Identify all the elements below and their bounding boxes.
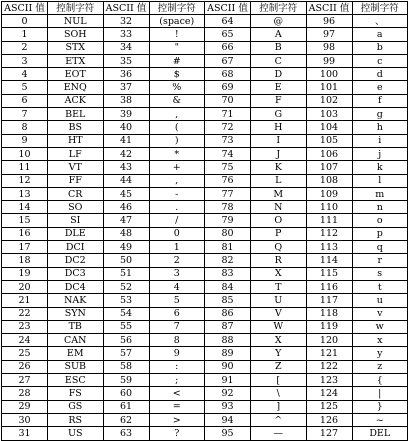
ascii-code-cell: 98 [306,41,352,54]
ascii-code-cell: 60 [103,387,149,400]
control-char-cell: SI [48,214,104,227]
control-char-cell: V [251,307,307,320]
control-char-cell: z [352,360,408,373]
control-char-cell: J [251,147,307,160]
ascii-code-cell: 87 [205,320,251,333]
control-char-cell: ESC [48,374,104,387]
control-char-cell: LF [48,147,104,160]
ascii-code-cell: 79 [205,214,251,227]
ascii-code-cell: 47 [103,214,149,227]
ascii-code-cell: 24 [2,334,48,347]
control-char-cell: A [251,28,307,41]
ascii-code-cell: 78 [205,201,251,214]
ascii-code-cell: 4 [2,68,48,81]
control-char-cell: ? [149,427,205,440]
control-char-cell: Z [251,360,307,373]
ascii-code-cell: 38 [103,94,149,107]
table-row [2,54,408,67]
control-char-cell: Y [251,347,307,360]
control-char-cell: SO [48,201,104,214]
column-header: 控制字符 [48,2,104,15]
ascii-code-cell: 8 [2,121,48,134]
control-char-cell: H [251,121,307,134]
control-char-cell: GS [48,400,104,413]
ascii-code-cell: 42 [103,147,149,160]
ascii-code-cell: 36 [103,68,149,81]
ascii-code-cell: 82 [205,254,251,267]
control-char-cell: US [48,427,104,440]
ascii-code-cell: 122 [306,360,352,373]
control-char-cell: HT [48,134,104,147]
control-char-cell: SOH [48,28,104,41]
control-char-cell: FF [48,174,104,187]
control-char-cell: n [352,201,408,214]
control-char-cell: 5 [149,294,205,307]
control-char-cell: BEL [48,108,104,121]
ascii-code-cell: 10 [2,147,48,160]
control-char-cell: ACK [48,94,104,107]
ascii-code-cell: 113 [306,241,352,254]
control-char-cell: 8 [149,334,205,347]
ascii-code-cell: 51 [103,267,149,280]
ascii-code-cell: 56 [103,334,149,347]
control-char-cell: NUL [48,15,104,28]
control-char-cell: a [352,28,408,41]
ascii-code-cell: 55 [103,320,149,333]
control-char-cell: BS [48,121,104,134]
table-row [2,227,408,240]
column-header: ASCII 值 [2,2,48,15]
control-char-cell: c [352,54,408,67]
control-char-cell: X [251,334,307,347]
ascii-code-cell: 3 [2,54,48,67]
ascii-code-cell: 35 [103,54,149,67]
control-char-cell: > [149,413,205,426]
ascii-code-cell: 93 [205,400,251,413]
control-char-cell: d [352,68,408,81]
control-char-cell: 、 [352,15,408,28]
ascii-code-cell: 105 [306,134,352,147]
table-row [2,374,408,387]
ascii-code-cell: 21 [2,294,48,307]
control-char-cell: U [251,294,307,307]
control-char-cell: (space) [149,15,205,28]
ascii-code-cell: 63 [103,427,149,440]
control-char-cell: ~ [352,413,408,426]
control-char-cell: FS [48,387,104,400]
control-char-cell: G [251,108,307,121]
table-row [2,347,408,360]
ascii-code-cell: 90 [205,360,251,373]
control-char-cell: — [251,427,307,440]
table-row [2,68,408,81]
ascii-code-cell: 34 [103,41,149,54]
table-row [2,41,408,54]
table-row [2,307,408,320]
ascii-code-cell: 69 [205,81,251,94]
control-char-cell: 4 [149,280,205,293]
column-header: ASCII 值 [306,2,352,15]
control-char-cell: k [352,161,408,174]
ascii-code-cell: 67 [205,54,251,67]
ascii-code-cell: 54 [103,307,149,320]
control-char-cell: % [149,81,205,94]
column-header: ASCII 值 [205,2,251,15]
control-char-cell: K [251,161,307,174]
control-char-cell: m [352,187,408,200]
table-row [2,214,408,227]
ascii-code-cell: 40 [103,121,149,134]
control-char-cell: p [352,227,408,240]
ascii-code-cell: 26 [2,360,48,373]
ascii-code-cell: 100 [306,68,352,81]
ascii-code-cell: 64 [205,15,251,28]
ascii-code-cell: 75 [205,161,251,174]
ascii-code-cell: 6 [2,94,48,107]
ascii-code-cell: 41 [103,134,149,147]
ascii-code-cell: 72 [205,121,251,134]
table-row [2,427,408,440]
ascii-code-cell: 62 [103,413,149,426]
control-char-cell: ( [149,121,205,134]
ascii-code-cell: 110 [306,201,352,214]
ascii-code-cell: 7 [2,108,48,121]
table-row [2,187,408,200]
ascii-code-cell: 11 [2,161,48,174]
ascii-code-cell: 74 [205,147,251,160]
table-row [2,94,408,107]
control-char-cell: 9 [149,347,205,360]
control-char-cell: CR [48,187,104,200]
ascii-code-cell: 49 [103,241,149,254]
table-row [2,161,408,174]
control-char-cell: ! [149,28,205,41]
control-char-cell: 7 [149,320,205,333]
control-char-cell: \ [251,387,307,400]
ascii-code-cell: 28 [2,387,48,400]
control-char-cell: C [251,54,307,67]
control-char-cell: E [251,81,307,94]
control-char-cell: q [352,241,408,254]
control-char-cell: SUB [48,360,104,373]
control-char-cell: O [251,214,307,227]
ascii-code-cell: 125 [306,400,352,413]
ascii-code-cell: 70 [205,94,251,107]
column-header: 控制字符 [251,2,307,15]
ascii-code-cell: 53 [103,294,149,307]
ascii-code-cell: 118 [306,307,352,320]
ascii-code-cell: 91 [205,374,251,387]
ascii-code-cell: 61 [103,400,149,413]
control-char-cell: [ [251,374,307,387]
control-char-cell: ENQ [48,81,104,94]
table-row [2,294,408,307]
control-char-cell: TB [48,320,104,333]
table-row [2,413,408,426]
control-char-cell: DEL [352,427,408,440]
ascii-code-cell: 97 [306,28,352,41]
ascii-code-cell: 108 [306,174,352,187]
control-char-cell: ETX [48,54,104,67]
table-row [2,134,408,147]
control-char-cell: D [251,68,307,81]
ascii-code-cell: 18 [2,254,48,267]
ascii-code-cell: 27 [2,374,48,387]
control-char-cell: RS [48,413,104,426]
ascii-code-cell: 88 [205,334,251,347]
table-row [2,254,408,267]
ascii-code-cell: 92 [205,387,251,400]
control-char-cell: L [251,174,307,187]
ascii-code-cell: 32 [103,15,149,28]
control-char-cell: . [149,201,205,214]
control-char-cell: = [149,400,205,413]
ascii-code-cell: 120 [306,334,352,347]
control-char-cell: 1 [149,241,205,254]
control-char-cell: ^ [251,413,307,426]
control-char-cell: DC3 [48,267,104,280]
control-char-cell: j [352,147,408,160]
table-row [2,360,408,373]
table-body [2,15,408,441]
control-char-cell: I [251,134,307,147]
control-char-cell: 3 [149,267,205,280]
table-row [2,81,408,94]
control-char-cell: ; [149,374,205,387]
control-char-cell: , [149,174,205,187]
control-char-cell: NAK [48,294,104,307]
ascii-code-cell: 77 [205,187,251,200]
control-char-cell: < [149,387,205,400]
ascii-code-cell: 124 [306,387,352,400]
control-char-cell: y [352,347,408,360]
ascii-code-cell: 14 [2,201,48,214]
ascii-code-cell: 119 [306,320,352,333]
table-row [2,121,408,134]
ascii-code-cell: 85 [205,294,251,307]
control-char-cell: 6 [149,307,205,320]
control-char-cell: f [352,94,408,107]
ascii-code-cell: 121 [306,347,352,360]
table-row [2,267,408,280]
ascii-code-cell: 46 [103,201,149,214]
ascii-code-cell: 80 [205,227,251,240]
ascii-code-cell: 86 [205,307,251,320]
ascii-code-cell: 66 [205,41,251,54]
ascii-code-cell: 95 [205,427,251,440]
table-row [2,147,408,160]
table-row [2,400,408,413]
ascii-code-cell: 29 [2,400,48,413]
control-char-cell: v [352,307,408,320]
control-char-cell: - [149,187,205,200]
ascii-code-cell: 65 [205,28,251,41]
control-char-cell: { [352,374,408,387]
control-char-cell: | [352,387,408,400]
column-header: 控制字符 [352,2,408,15]
ascii-code-cell: 96 [306,15,352,28]
ascii-code-cell: 39 [103,108,149,121]
ascii-code-cell: 109 [306,187,352,200]
column-header: 控制字符 [149,2,205,15]
control-char-cell: b [352,41,408,54]
ascii-code-cell: 73 [205,134,251,147]
control-char-cell: g [352,108,408,121]
control-char-cell: EM [48,347,104,360]
control-char-cell: s [352,267,408,280]
ascii-code-cell: 15 [2,214,48,227]
table-row [2,174,408,187]
control-char-cell: 2 [149,254,205,267]
control-char-cell: VT [48,161,104,174]
column-header: ASCII 值 [103,2,149,15]
ascii-table [1,1,408,441]
table-header-row [2,2,408,15]
ascii-code-cell: 2 [2,41,48,54]
ascii-code-cell: 22 [2,307,48,320]
ascii-code-cell: 57 [103,347,149,360]
ascii-code-cell: 5 [2,81,48,94]
control-char-cell: X [251,267,307,280]
ascii-code-cell: 33 [103,28,149,41]
ascii-code-cell: 94 [205,413,251,426]
ascii-code-cell: 76 [205,174,251,187]
control-char-cell: ] [251,400,307,413]
control-char-cell: / [149,214,205,227]
control-char-cell: P [251,227,307,240]
ascii-code-cell: 48 [103,227,149,240]
table-row [2,280,408,293]
ascii-code-cell: 59 [103,374,149,387]
ascii-code-cell: 25 [2,347,48,360]
ascii-code-cell: 13 [2,187,48,200]
ascii-code-cell: 37 [103,81,149,94]
control-char-cell: t [352,280,408,293]
table-row [2,108,408,121]
control-char-cell: } [352,400,408,413]
table-row [2,334,408,347]
control-char-cell: u [352,294,408,307]
ascii-code-cell: 19 [2,267,48,280]
control-char-cell: , [149,108,205,121]
control-char-cell: # [149,54,205,67]
ascii-code-cell: 45 [103,187,149,200]
table-row [2,241,408,254]
control-char-cell: DC4 [48,280,104,293]
ascii-code-cell: 81 [205,241,251,254]
control-char-cell: : [149,360,205,373]
ascii-code-cell: 52 [103,280,149,293]
ascii-code-cell: 58 [103,360,149,373]
ascii-code-cell: 123 [306,374,352,387]
ascii-code-cell: 44 [103,174,149,187]
control-char-cell: o [352,214,408,227]
control-char-cell: @ [251,15,307,28]
control-char-cell: EOT [48,68,104,81]
ascii-code-cell: 31 [2,427,48,440]
ascii-code-cell: 50 [103,254,149,267]
control-char-cell: $ [149,68,205,81]
ascii-code-cell: 102 [306,94,352,107]
control-char-cell: R [251,254,307,267]
control-char-cell: 0 [149,227,205,240]
ascii-code-cell: 9 [2,134,48,147]
ascii-code-cell: 101 [306,81,352,94]
ascii-code-cell: 30 [2,413,48,426]
control-char-cell: W [251,320,307,333]
ascii-code-cell: 0 [2,15,48,28]
control-char-cell: + [149,161,205,174]
table-row [2,387,408,400]
control-char-cell: x [352,334,408,347]
control-char-cell: & [149,94,205,107]
control-char-cell: ) [149,134,205,147]
control-char-cell: F [251,94,307,107]
control-char-cell: SYN [48,307,104,320]
control-char-cell: DCI [48,241,104,254]
control-char-cell: w [352,320,408,333]
table-row [2,28,408,41]
ascii-code-cell: 83 [205,267,251,280]
control-char-cell: DC2 [48,254,104,267]
ascii-code-cell: 126 [306,413,352,426]
control-char-cell: r [352,254,408,267]
control-char-cell: e [352,81,408,94]
control-char-cell: CAN [48,334,104,347]
control-char-cell: STX [48,41,104,54]
table-row [2,201,408,214]
ascii-code-cell: 23 [2,320,48,333]
control-char-cell: * [149,147,205,160]
ascii-code-cell: 84 [205,280,251,293]
control-char-cell: h [352,121,408,134]
ascii-code-cell: 12 [2,174,48,187]
ascii-code-cell: 1 [2,28,48,41]
ascii-code-cell: 104 [306,121,352,134]
ascii-code-cell: 106 [306,147,352,160]
control-char-cell: " [149,41,205,54]
ascii-code-cell: 68 [205,68,251,81]
control-char-cell: T [251,280,307,293]
ascii-code-cell: 107 [306,161,352,174]
ascii-code-cell: 43 [103,161,149,174]
control-char-cell: M [251,187,307,200]
ascii-code-cell: 17 [2,241,48,254]
ascii-code-cell: 16 [2,227,48,240]
table-row [2,320,408,333]
ascii-code-cell: 111 [306,214,352,227]
ascii-code-cell: 20 [2,280,48,293]
ascii-code-cell: 127 [306,427,352,440]
control-char-cell: l [352,174,408,187]
ascii-code-cell: 116 [306,280,352,293]
ascii-code-cell: 99 [306,54,352,67]
ascii-code-cell: 71 [205,108,251,121]
control-char-cell: N [251,201,307,214]
ascii-code-cell: 117 [306,294,352,307]
table-row [2,15,408,28]
ascii-code-cell: 115 [306,267,352,280]
control-char-cell: DLE [48,227,104,240]
ascii-code-cell: 103 [306,108,352,121]
ascii-code-cell: 112 [306,227,352,240]
control-char-cell: B [251,41,307,54]
control-char-cell: Q [251,241,307,254]
ascii-code-cell: 89 [205,347,251,360]
control-char-cell: i [352,134,408,147]
ascii-code-cell: 114 [306,254,352,267]
